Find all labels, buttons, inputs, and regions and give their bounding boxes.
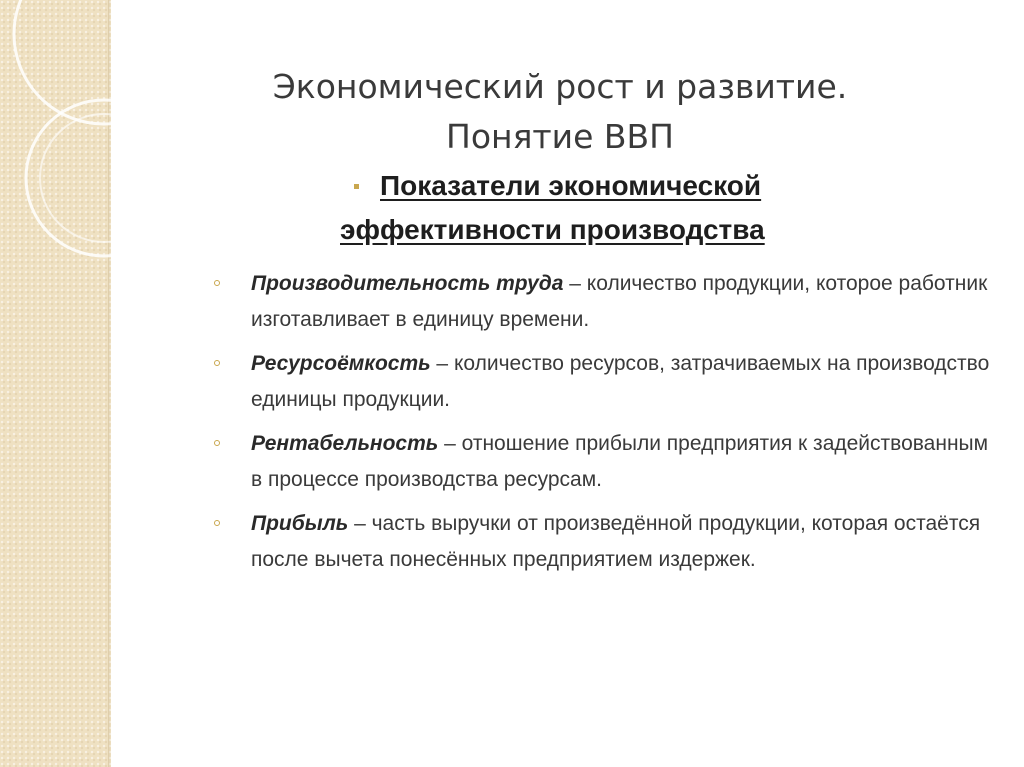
list-item: [210, 506, 1000, 578]
definition-separator: –: [563, 272, 587, 295]
concentric-rings-icon: [0, 0, 200, 320]
definition-term: Производительность труда: [251, 272, 564, 295]
subheading-line-1-wrapper: [340, 164, 940, 208]
subheading: [340, 164, 940, 252]
subheading-line-2: эффективности производства: [340, 214, 765, 245]
definitions-list: [210, 266, 1000, 586]
definition-term: Ресурсоёмкость: [251, 352, 431, 375]
definition-separator: –: [430, 352, 454, 375]
definition-separator: –: [438, 432, 462, 455]
definition-text: количество ресурсов, затрачиваемых на производство единицы продукции.: [251, 352, 990, 411]
title-line-2: Понятие ВВП: [446, 117, 674, 157]
definition-separator: –: [348, 512, 372, 535]
definition-term: Рентабельность: [251, 432, 439, 455]
square-bullet-icon: [354, 184, 359, 189]
title-line-1: Экономический рост и развитие.: [272, 67, 848, 107]
definition-text: количество продукции, которое работник изготавливает в единицу времени.: [251, 272, 988, 331]
circle-bullet-icon: [214, 440, 220, 446]
circle-bullet-icon: [214, 280, 220, 286]
definition-term: Прибыль: [251, 512, 349, 535]
circle-bullet-icon: [214, 360, 220, 366]
list-item: [210, 346, 1000, 418]
list-item: [210, 266, 1000, 338]
subheading-line-1: Показатели экономической: [380, 170, 762, 201]
circle-bullet-icon: [214, 520, 220, 526]
definition-text: часть выручки от произведённой продукции, которая остаётся после вычета понесённых предприятием издержек.: [251, 512, 981, 571]
slide-title: [180, 62, 940, 162]
list-item: [210, 426, 1000, 498]
definition-text: отношение прибыли предприятия к задействованным в процессе производства ресурсам.: [251, 432, 989, 491]
